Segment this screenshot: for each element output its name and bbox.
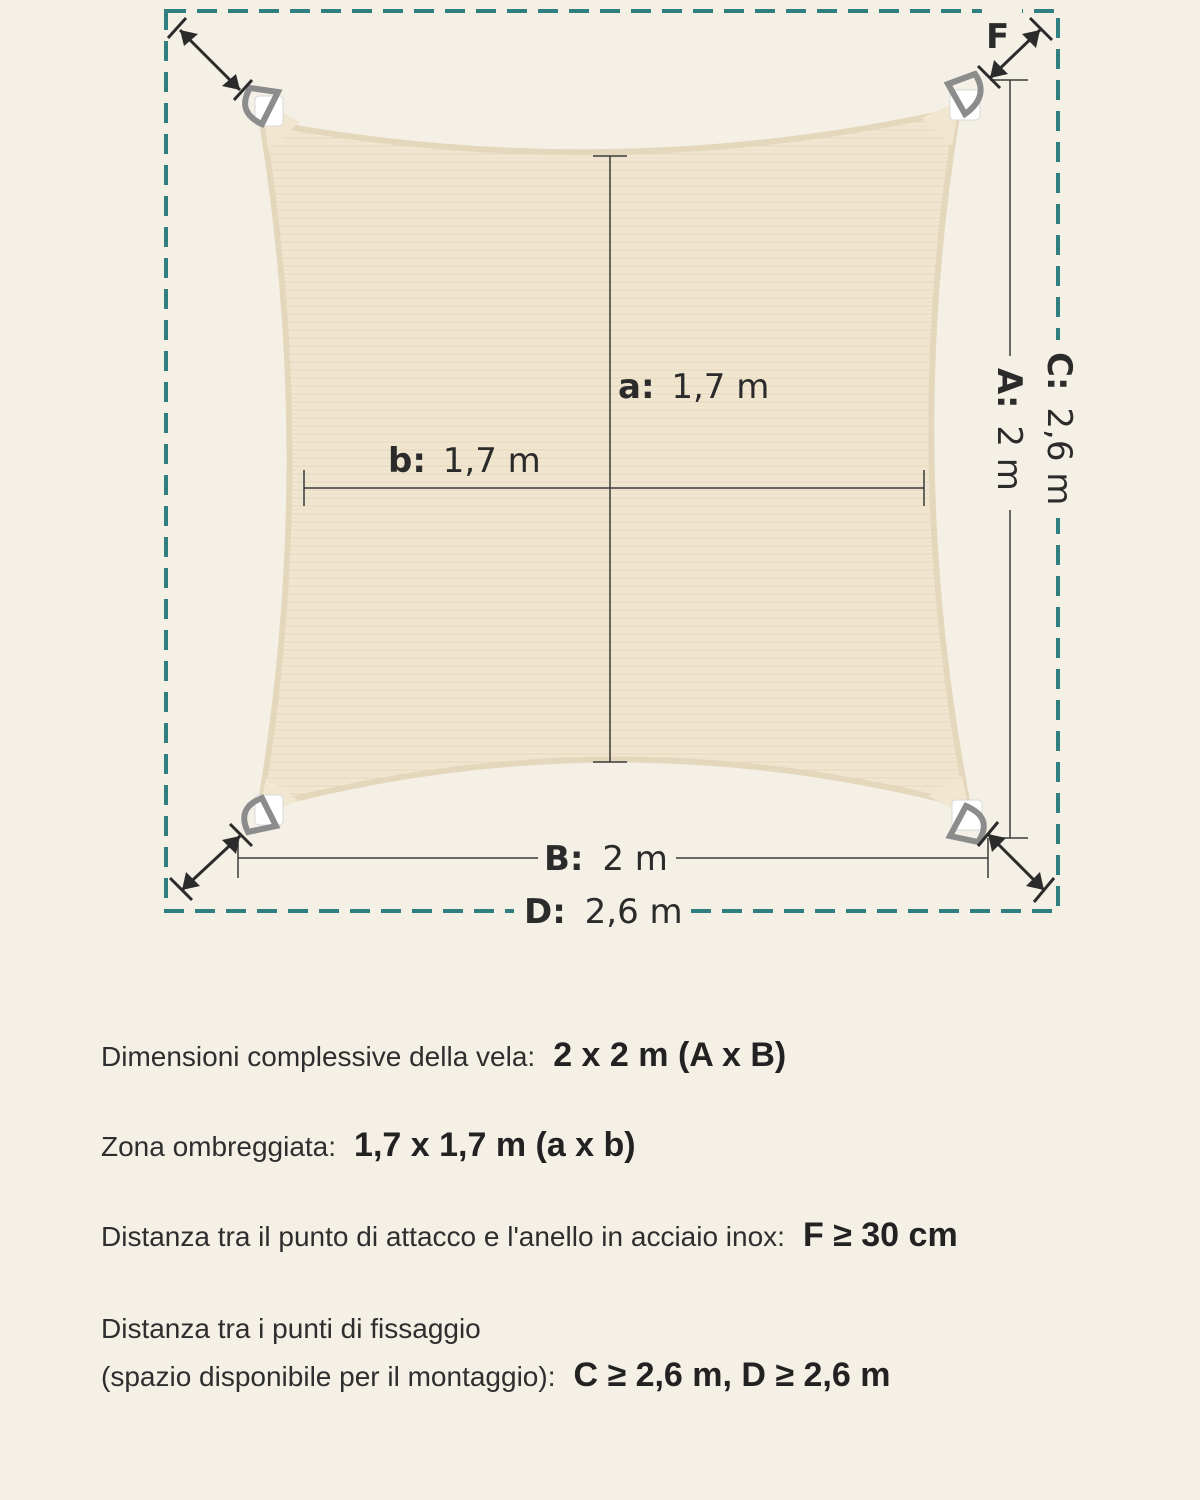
dimension-C-label: C: 2,6 m <box>1039 352 1079 506</box>
d-ring-top-right-icon <box>948 74 981 120</box>
spec-value: F ≥ 30 cm <box>802 1216 958 1254</box>
dimension-a-label: a: 1,7 m <box>618 367 770 407</box>
dimension-D-label: D: 2,6 m <box>524 892 683 932</box>
spec-label-line2: (spazio disponibile per il montaggio): <box>101 1361 556 1392</box>
spec-ring-distance <box>101 1216 958 1255</box>
spec-shaded-area <box>101 1126 636 1165</box>
dimension-B-label: B: 2 m <box>544 839 668 879</box>
spec-value: 1,7 x 1,7 m (a x b) <box>354 1126 636 1164</box>
corner-arrow-bottom-right-icon <box>978 822 1054 902</box>
spec-label: Distanza tra il punto di attacco e l'anello in acciaio inox: <box>101 1221 785 1252</box>
spec-overall-dimensions <box>101 1036 786 1075</box>
dimension-A-label: A: 2 m <box>989 368 1029 491</box>
spec-label: Dimensioni complessive della vela: <box>101 1041 536 1072</box>
spec-label-line1: Distanza tra i punti di fissaggio <box>101 1313 481 1344</box>
dimension-F-label: F <box>986 17 1010 57</box>
d-ring-bottom-left-icon <box>244 795 283 832</box>
d-ring-top-left-icon <box>245 88 283 126</box>
spec-label: Zona ombreggiata: <box>101 1131 337 1162</box>
d-ring-bottom-right-icon <box>950 800 984 842</box>
corner-arrow-top-left-icon <box>168 18 252 100</box>
spec-value: C ≥ 2,6 m, D ≥ 2,6 m <box>573 1356 891 1394</box>
corner-arrow-bottom-left-icon <box>170 824 252 900</box>
shade-sail <box>260 110 968 808</box>
dimension-b-label: b: 1,7 m <box>388 441 541 481</box>
spec-mounting-distance <box>101 1306 890 1400</box>
spec-value: 2 x 2 m (A x B) <box>553 1036 787 1074</box>
spec-label-line2-row <box>101 1352 890 1400</box>
